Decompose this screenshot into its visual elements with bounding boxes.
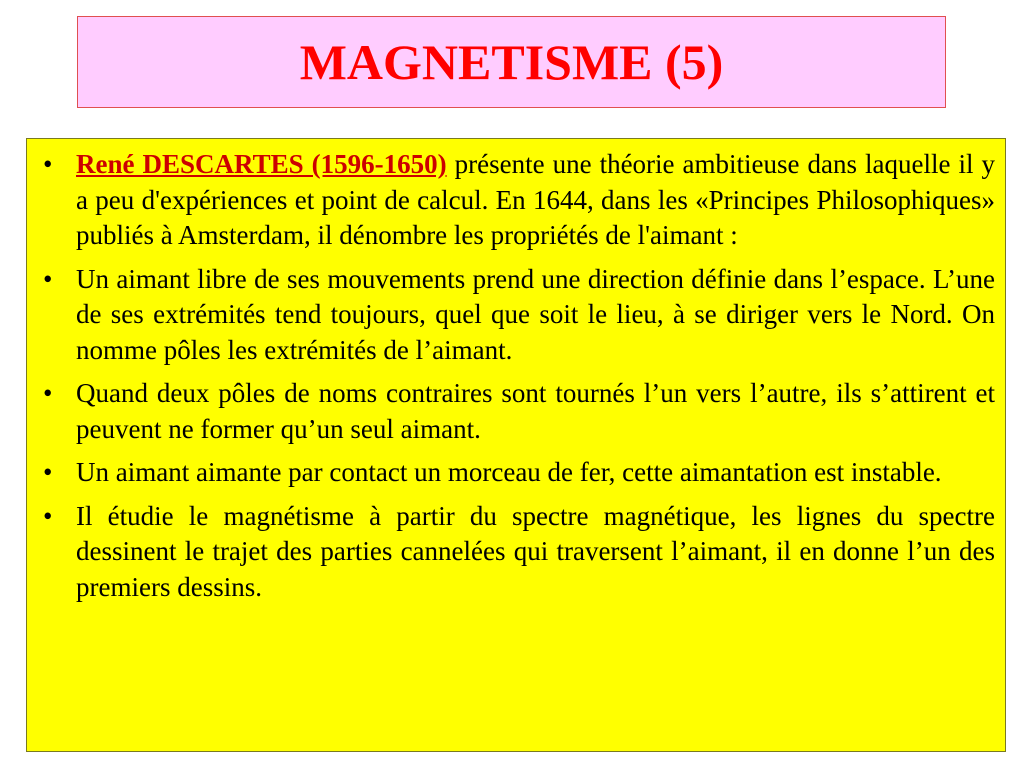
bullet-item-5	[39, 499, 995, 606]
bullet-text-3: Quand deux pôles de noms contraires sont tournés l’un vers l’autre, ils s’attirent et peuvent ne former qu’un seul aimant.	[76, 378, 995, 444]
bullet-text-2: Un aimant libre de ses mouvements prend une direction définie dans l’espace. L’une de ses extrémités tend toujours, quel que soit le lieu, à se diriger vers le Nord. On nomme pôles les extrémités de l’aimant.	[76, 263, 995, 365]
bullet-text-1: présente une théorie ambitieuse dans laquelle il y a peu d'expériences et point de calcul. En 1644, dans les «Principes Philosophiques» publiés à Amsterdam, il dénombre les propriétés de l'aimant :	[76, 149, 996, 250]
title-box	[77, 16, 946, 108]
slide-title: MAGNETISME (5)	[299, 34, 724, 90]
bullet-item-1	[39, 147, 995, 254]
bullet-item-2	[39, 262, 995, 369]
bullet-icon: •	[43, 149, 53, 179]
bullet-icon: •	[43, 378, 53, 408]
content-box	[26, 138, 1006, 752]
bullet-icon: •	[43, 457, 53, 487]
bullet-icon: •	[43, 500, 53, 531]
bullet-item-3	[39, 376, 995, 447]
bullet-item-4	[39, 455, 995, 491]
bullet-list	[39, 147, 995, 605]
bullet-text-5: Il étudie le magnétisme à partir du spectre magnétique, les lignes du spectre dessinent le trajet des parties cannelées qui traversent l’aimant, il en donne l’un des premiers dessins.	[76, 500, 995, 602]
bullet-text-4: Un aimant aimante par contact un morceau de fer, cette aimantation est instable.	[76, 457, 942, 487]
descartes-name: René DESCARTES (1596-1650)	[76, 149, 447, 179]
bullet-icon: •	[43, 263, 53, 294]
